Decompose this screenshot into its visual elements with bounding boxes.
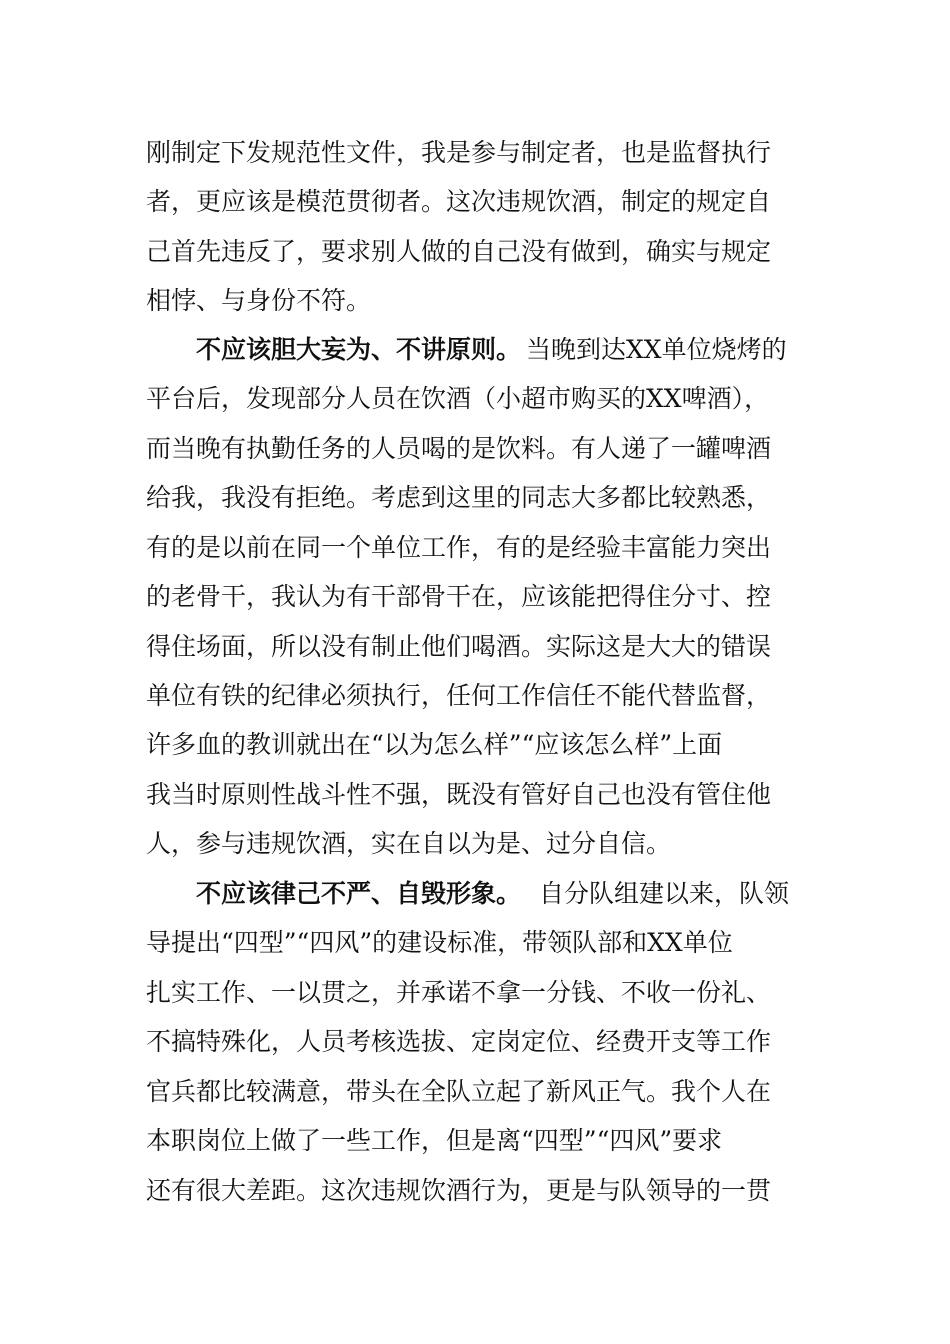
text-line: 给我，我没有拒绝。考虑到这里的同志大多都比较熟悉， — [146, 483, 772, 512]
text-line: 自分队组建以来，队领 — [539, 879, 790, 908]
paragraph-2-line-6 — [0, 572, 950, 622]
paragraph-2-line-1 — [0, 325, 950, 375]
paragraph-1-line-4 — [0, 276, 950, 326]
paragraph-2-line-9 — [0, 720, 950, 770]
text-line: 本职岗位上做了一些工作，但是离“四型”“四风”要求 — [146, 1126, 723, 1155]
text-line: 而当晚有执勤任务的人员喝的是饮料。有人递了一罐啤酒 — [146, 434, 772, 463]
paragraph-3-line-5 — [0, 1067, 950, 1117]
paragraph-1-line-3 — [0, 227, 950, 277]
text-line: 官兵都比较满意，带头在全队立起了新风正气。我个人在 — [146, 1077, 772, 1106]
text-line: 还有很大差距。这次违规饮酒行为，更是与队领导的一贯 — [146, 1176, 772, 1205]
paragraph-1-line-1 — [0, 128, 950, 178]
text-line: 相悖、与身份不符。 — [146, 286, 372, 315]
text-line: 平台后，发现部分人员在饮酒（小超市购买的XX啤酒）， — [146, 384, 770, 413]
text-line: 不搞特殊化，人员考核选拔、定岗定位、经费开支等工作 — [146, 1027, 772, 1056]
paragraph-3-line-6 — [0, 1116, 950, 1166]
text-line: 己首先违反了，要求别人做的自己没有做到，确实与规定 — [146, 237, 772, 266]
paragraph-heading: 不应该胆大妄为、不讲原则。 — [196, 335, 522, 364]
paragraph-2-line-10 — [0, 770, 950, 820]
text-line: 导提出“四型”“四风”的建设标准，带领队部和XX单位 — [146, 928, 733, 957]
text-line: 我当时原则性战斗性不强，既没有管好自己也没有管住他 — [146, 780, 772, 809]
text-line: 有的是以前在同一个单位工作，有的是经验丰富能力突出 — [146, 533, 772, 562]
paragraph-3-line-4 — [0, 1017, 950, 1067]
text-line: 单位有铁的纪律必须执行，任何工作信任不能代替监督， — [146, 681, 772, 710]
paragraph-2-line-11 — [0, 819, 950, 869]
paragraph-2-line-4 — [0, 473, 950, 523]
paragraph-2-line-5 — [0, 523, 950, 573]
paragraph-2-line-7 — [0, 622, 950, 672]
paragraph-1-line-2 — [0, 177, 950, 227]
paragraph-3-line-1 — [0, 869, 950, 919]
text-line: 扎实工作、一以贯之，并承诺不拿一分钱、不收一份礼、 — [146, 978, 772, 1007]
text-line: 得住场面，所以没有制止他们喝酒。实际这是大大的错误 — [146, 632, 772, 661]
paragraph-heading: 不应该律己不严、自毁形象。 — [196, 879, 522, 908]
paragraph-3-line-3 — [0, 968, 950, 1018]
paragraph-2-line-3 — [0, 424, 950, 474]
paragraph-3-line-7 — [0, 1166, 950, 1216]
text-line: 当晚到达XX单位烧烤的 — [526, 335, 787, 364]
paragraph-2-line-8 — [0, 671, 950, 721]
text-line: 的老骨干，我认为有干部骨干在，应该能把得住分寸、控 — [146, 582, 772, 611]
text-line: 者，更应该是模范贯彻者。这次违规饮酒，制定的规定自 — [146, 187, 772, 216]
text-line: 许多血的教训就出在“以为怎么样”“应该怎么样”上面 — [146, 730, 723, 759]
text-line: 刚制定下发规范性文件，我是参与制定者，也是监督执行 — [146, 138, 772, 167]
text-line: 人，参与违规饮酒，实在自以为是、过分自信。 — [146, 829, 672, 858]
paragraph-2-line-2 — [0, 374, 950, 424]
paragraph-3-line-2 — [0, 918, 950, 968]
